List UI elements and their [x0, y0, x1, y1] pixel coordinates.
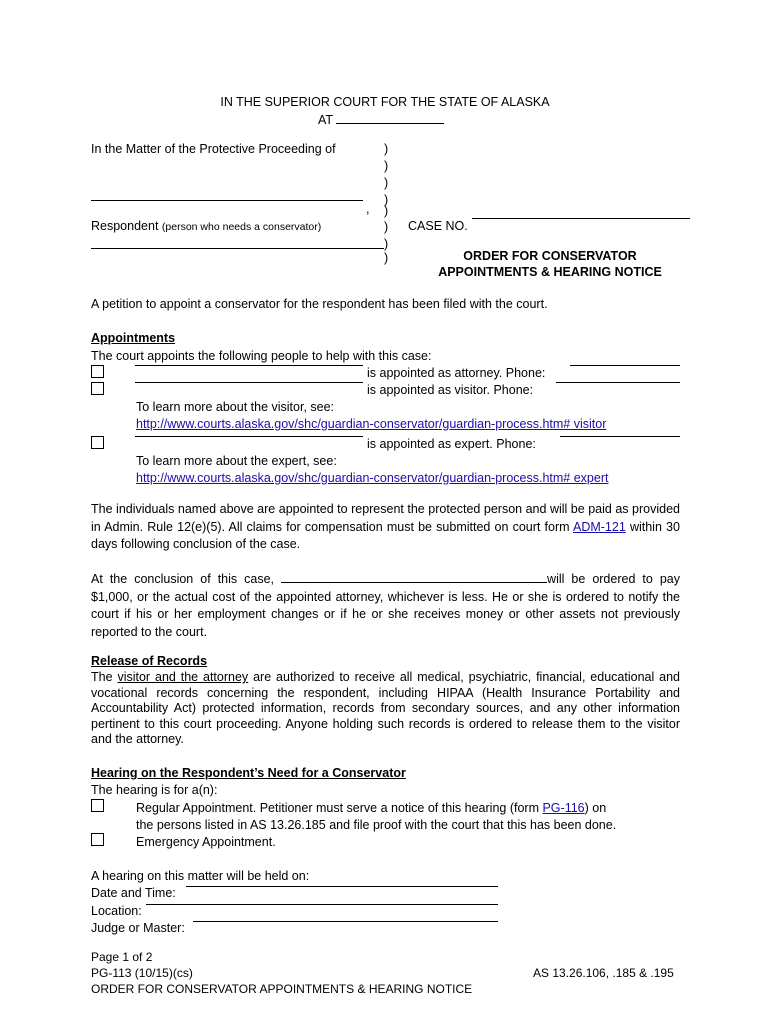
at-label: AT — [318, 113, 333, 127]
compensation-text-end: within 30 days following conclusion of the case. — [91, 519, 680, 551]
judge-label: Judge or Master: — [91, 921, 185, 935]
judge-field[interactable] — [193, 921, 498, 922]
expert-info-link[interactable]: http://www.courts.alaska.gov/shc/guardian-conservator/guardian-process.htm# expert — [136, 471, 609, 485]
respondent-note: (person who needs a conservator) — [161, 221, 322, 233]
at-line — [318, 111, 444, 127]
conclusion-text-start: At the conclusion of this case, — [91, 572, 275, 586]
form-title-footer: ORDER FOR CONSERVATOR APPOINTMENTS & HEARING NOTICE — [91, 982, 473, 996]
records-heading: Release of Records — [91, 654, 208, 668]
hearing-is-for: The hearing is for a(n): — [91, 783, 218, 797]
compensation-paragraph — [91, 501, 680, 554]
visitor-name-field[interactable] — [135, 382, 363, 383]
respondent-line — [91, 219, 321, 233]
comma: , — [366, 202, 370, 216]
visitor-info-link[interactable]: http://www.courts.alaska.gov/shc/guardian-conservator/guardian-process.htm# visitor — [136, 417, 607, 431]
compensation-text: The individuals named above are appointed to represent the protected person and will be paid as provided in Admin. Rule 12(e)(5). All claims for compensation must be submitted on court form — [91, 502, 680, 534]
visitor-text: is appointed as visitor. Phone: — [367, 383, 534, 397]
case-number-field[interactable] — [472, 218, 690, 219]
pg-116-link[interactable]: PG-116 — [542, 801, 585, 815]
expert-phone-field[interactable] — [560, 436, 680, 437]
statute-reference: AS 13.26.106, .185 & .195 — [533, 966, 674, 980]
respondent-label: Respondent — [91, 219, 159, 233]
expert-checkbox[interactable] — [91, 436, 104, 449]
regular-appointment-text: Regular Appointment. Petitioner must serve a notice of this hearing (form — [136, 801, 539, 815]
expert-learn-text: To learn more about the expert, see: — [136, 454, 337, 468]
page-number: Page 1 of 2 — [91, 950, 153, 964]
regular-appointment-checkbox[interactable] — [91, 799, 104, 812]
order-title-line2: APPOINTMENTS & HEARING NOTICE — [438, 265, 662, 279]
caption-paren: ) — [384, 204, 389, 218]
appointments-heading: Appointments — [91, 331, 176, 345]
order-title-line1: ORDER FOR CONSERVATOR — [463, 249, 637, 263]
records-parties: visitor and the attorney — [117, 670, 249, 684]
caption-paren: ) — [384, 237, 389, 251]
expert-text: is appointed as expert. Phone: — [367, 437, 536, 451]
visitor-learn-text: To learn more about the visitor, see: — [136, 400, 335, 414]
adm-121-link[interactable]: ADM-121 — [572, 519, 626, 534]
location-label: Location: — [91, 904, 142, 918]
court-location-field[interactable] — [336, 111, 444, 124]
intro-text: A petition to appoint a conservator for the respondent has been filed with the court. — [91, 297, 548, 311]
appointments-lead: The court appoints the following people to help with this case: — [91, 349, 432, 363]
conclusion-paragraph — [91, 570, 680, 641]
case-no-line — [408, 219, 468, 233]
attorney-name-field[interactable] — [135, 365, 363, 366]
location-field[interactable] — [146, 904, 498, 905]
records-the: The — [91, 670, 113, 684]
date-time-field[interactable] — [186, 886, 498, 887]
visitor-phone-field[interactable] — [556, 382, 680, 383]
regular-appointment-line2: the persons listed in AS 13.26.185 and file proof with the court that this has been done. — [136, 818, 617, 832]
caption-paren: ) — [384, 193, 389, 207]
caption-paren: ) — [384, 251, 389, 265]
court-heading: IN THE SUPERIOR COURT FOR THE STATE OF ALASKA — [220, 95, 550, 109]
expert-name-field[interactable] — [135, 436, 363, 437]
caption-paren: ) — [384, 176, 389, 190]
attorney-phone-field[interactable] — [570, 365, 680, 366]
respondent-name-field[interactable] — [91, 200, 363, 201]
date-time-label: Date and Time: — [91, 886, 176, 900]
form-id: PG-113 (10/15)(cs) — [91, 966, 193, 980]
emergency-appointment-text: Emergency Appointment. — [136, 835, 276, 849]
caption-paren: ) — [384, 142, 389, 156]
attorney-text: is appointed as attorney. Phone: — [367, 366, 546, 380]
hearing-heading: Hearing on the Respondent’s Need for a Conservator — [91, 766, 406, 780]
payer-name-field[interactable] — [281, 570, 547, 583]
caption-paren: ) — [384, 159, 389, 173]
conclusion-text-end: will be ordered to pay $1,000, or the actual cost of the appointed attorney, whichever is less. He or she is ordered to notify the court if his or her employment changes or if he or she receives money or other assets not previously reported to the court. — [91, 572, 680, 639]
regular-appointment-line1 — [136, 801, 606, 815]
matter-text: In the Matter of the Protective Proceeding of — [91, 142, 336, 156]
case-no-label: CASE NO. — [408, 219, 468, 233]
caption-paren: ) — [384, 220, 389, 234]
hearing-held-on: A hearing on this matter will be held on: — [91, 869, 310, 883]
records-paragraph — [91, 670, 680, 748]
visitor-checkbox[interactable] — [91, 382, 104, 395]
respondent-extra-field[interactable] — [91, 248, 384, 249]
regular-appointment-text-end: ) on — [584, 801, 607, 815]
emergency-appointment-checkbox[interactable] — [91, 833, 104, 846]
attorney-checkbox[interactable] — [91, 365, 104, 378]
records-body: are authorized to receive all medical, psychiatric, financial, educational and vocational records concerning the respondent, including HIPAA (Health Insurance Portability and Accountability Act) protected information, records from secondary sources, and any other information pertinent to this court proceeding. Anyone holding such records is ordered to release them to the visitor and the attorney. — [91, 670, 680, 746]
